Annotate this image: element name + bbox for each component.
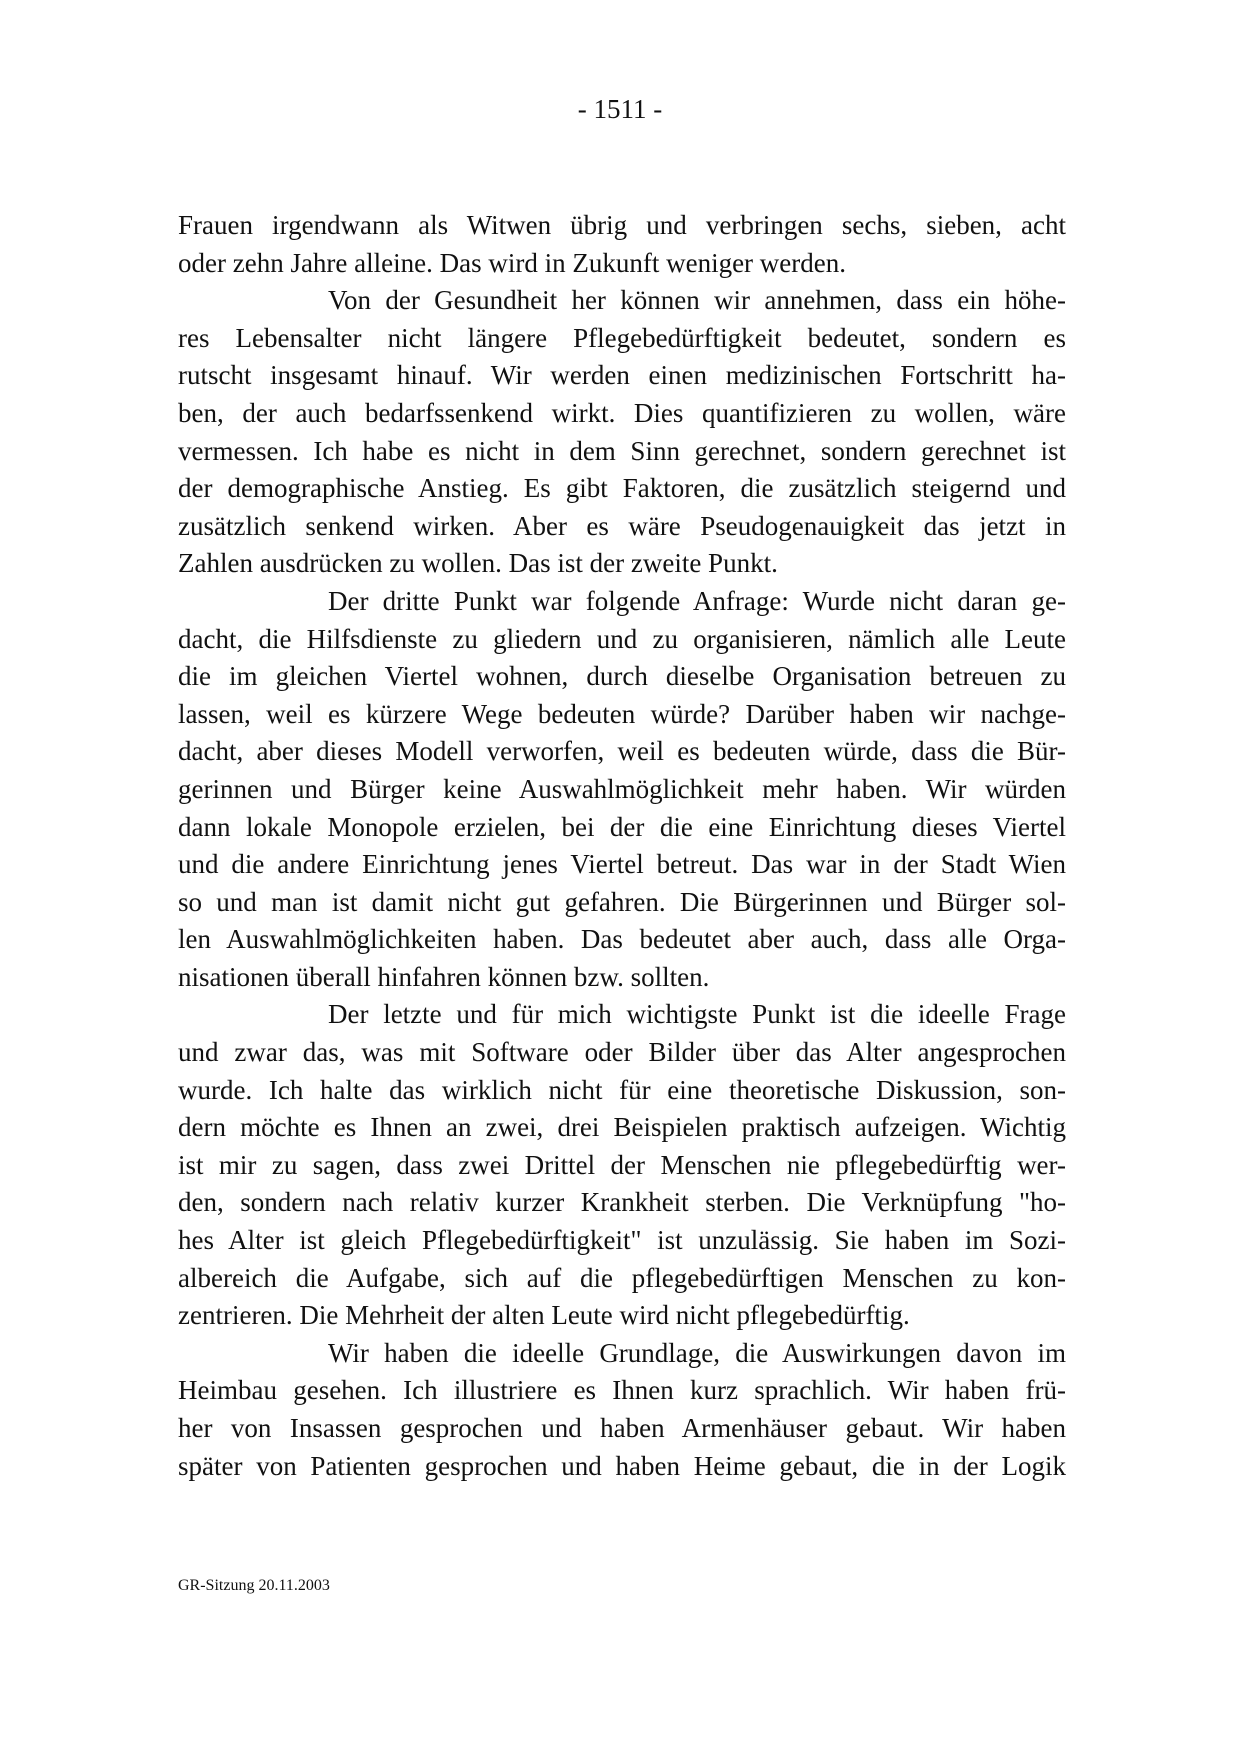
text-line: vermessen. Ich habe es nicht in dem Sinn gerechnet, sondern gerechnet ist: [178, 435, 1066, 466]
paragraph-continuation: [178, 207, 1066, 282]
text-line: len Auswahlmöglichkeiten haben. Das bedeutet aber auch, dass alle Orga-: [178, 924, 1066, 955]
text-line: Heimbau gesehen. Ich illustriere es Ihnen kurz sprachlich. Wir haben frü-: [178, 1375, 1066, 1406]
text-line: die im gleichen Viertel wohnen, durch dieselbe Organisation betreuen zu: [178, 661, 1066, 692]
text-line: albereich die Aufgabe, sich auf die pflegebedürftigen Menschen zu kon-: [178, 1262, 1066, 1293]
text-line: her von Insassen gesprochen und haben Armenhäuser gebaut. Wir haben: [178, 1413, 1066, 1443]
text-line: ben, der auch bedarfssenkend wirkt. Dies quantifizieren zu wollen, wäre: [178, 397, 1066, 428]
text-line: dern möchte es Ihnen an zwei, drei Beispielen praktisch aufzeigen. Wichtig: [178, 1112, 1066, 1143]
text-line: dacht, aber dieses Modell verworfen, weil es bedeuten würde, dass die Bür-: [178, 736, 1066, 767]
text-line: rutscht insgesamt hinauf. Wir werden einen medizinischen Fortschritt ha-: [178, 360, 1066, 391]
text-line: oder zehn Jahre alleine. Das wird in Zukunft weniger werden.: [178, 247, 846, 278]
text-line: wurde. Ich halte das wirklich nicht für eine theoretische Diskussion, son-: [178, 1074, 1066, 1105]
text-line: Zahlen ausdrücken zu wollen. Das ist der zweite Punkt.: [178, 548, 778, 579]
paragraph-health: [178, 282, 1066, 583]
text-line: nisationen überall hinfahren können bzw. sollten.: [178, 961, 710, 992]
text-line: Von der Gesundheit her können wir annehmen, dass ein höhe-: [328, 285, 1066, 316]
text-line: res Lebensalter nicht längere Pflegebedürftigkeit bedeutet, sondern es: [178, 322, 1066, 353]
text-line: Frauen irgendwann als Witwen übrig und verbringen sechs, sieben, acht: [178, 210, 1066, 240]
text-line: zusätzlich senkend wirken. Aber es wäre Pseudogenauigkeit das jetzt in: [178, 510, 1066, 541]
text-line: zentrieren. Die Mehrheit der alten Leute wird nicht pflegebedürftig.: [178, 1300, 910, 1331]
text-line: später von Patienten gesprochen und haben Heime gebaut, die in der Logik: [178, 1450, 1066, 1481]
paragraph-third-point: [178, 583, 1066, 997]
footer-session-date: GR-Sitzung 20.11.2003: [178, 1577, 330, 1594]
text-line: und zwar das, was mit Software oder Bilder über das Alter angesprochen: [178, 1037, 1066, 1068]
text-line: so und man ist damit nicht gut gefahren. Die Bürgerinnen und Bürger sol-: [178, 886, 1066, 917]
text-line: Der dritte Punkt war folgende Anfrage: Wurde nicht daran ge-: [328, 585, 1066, 616]
text-line: der demographische Anstieg. Es gibt Faktoren, die zusätzlich steigernd und: [178, 473, 1066, 504]
text-line: lassen, weil es kürzere Wege bedeuten würde? Darüber haben wir nachge-: [178, 698, 1066, 729]
page-number: - 1511 -: [577, 94, 663, 124]
text-line: dann lokale Monopole erzielen, bei der die eine Einrichtung dieses Viertel: [178, 811, 1066, 842]
text-line: ist mir zu sagen, dass zwei Drittel der Menschen nie pflegebedürftig wer-: [178, 1149, 1066, 1180]
paragraph-last-point: [178, 996, 1066, 1334]
body-text: [178, 207, 1066, 1485]
text-line: Der letzte und für mich wichtigste Punkt ist die ideelle Frage: [328, 999, 1066, 1030]
text-line: gerinnen und Bürger keine Auswahlmöglichkeit mehr haben. Wir würden: [178, 773, 1066, 804]
paragraph-ideal-basis: [178, 1335, 1066, 1485]
text-line: dacht, die Hilfsdienste zu gliedern und zu organisieren, nämlich alle Leute: [178, 623, 1066, 654]
text-line: hes Alter ist gleich Pflegebedürftigkeit" ist unzulässig. Sie haben im Sozi-: [178, 1225, 1066, 1256]
text-line: den, sondern nach relativ kurzer Krankheit sterben. Die Verknüpfung "ho-: [178, 1187, 1066, 1218]
text-line: und die andere Einrichtung jenes Viertel betreut. Das war in der Stadt Wien: [178, 849, 1066, 880]
text-line: Wir haben die ideelle Grundlage, die Auswirkungen davon im: [328, 1337, 1066, 1368]
